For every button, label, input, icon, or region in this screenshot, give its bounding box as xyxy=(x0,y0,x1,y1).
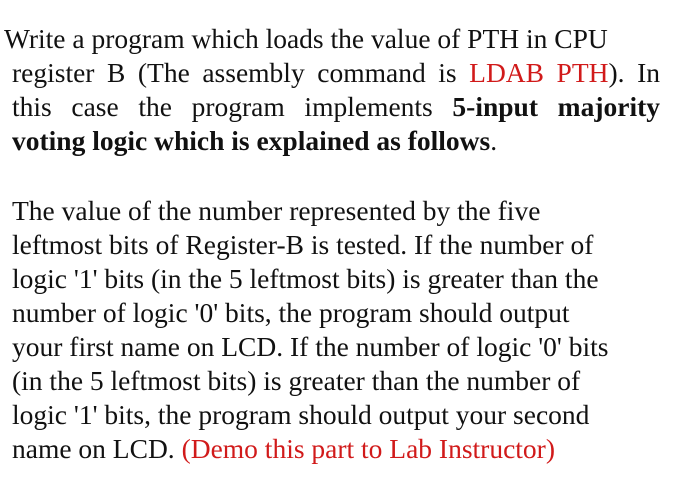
p1-line-2-text-b: ). In xyxy=(608,57,660,88)
p1-line-4 xyxy=(12,124,497,158)
p2-line-6 xyxy=(12,364,580,398)
majority-logic-bold-a: 5-input majority xyxy=(452,91,660,122)
assembly-command-highlight: LDAB PTH xyxy=(469,57,609,88)
p2-line-8 xyxy=(12,432,555,466)
p1-line-3 xyxy=(12,90,660,124)
p2-line-3 xyxy=(12,262,599,296)
p2-line-4-text: number of logic '0' bits, the program should output xyxy=(12,297,570,328)
p2-line-5 xyxy=(12,330,608,364)
p2-line-7-text: logic '1' bits, the program should output your second xyxy=(12,399,590,430)
p2-line-7 xyxy=(12,398,589,432)
demo-instruction-highlight: (Demo this part to Lab Instructor) xyxy=(181,433,556,464)
p2-line-1 xyxy=(12,194,540,228)
p1-line-2 xyxy=(12,56,660,90)
p1-line-4-end: . xyxy=(490,125,498,156)
p2-line-1-text: The value of the number represented by the five xyxy=(12,195,541,226)
p1-line-1-text: Write a program which loads the value of PTH in CPU xyxy=(4,23,608,54)
p2-line-2 xyxy=(12,228,593,262)
majority-logic-bold-b: voting logic which is explained as follows xyxy=(12,125,491,156)
p1-line-2-text-a: register B (The assembly command is xyxy=(12,57,470,88)
p2-line-2-text: leftmost bits of Register-B is tested. If the number of xyxy=(12,229,594,260)
p2-line-4 xyxy=(12,296,570,330)
p1-line-3-text: this case the program implements xyxy=(12,91,453,122)
p2-line-3-text: logic '1' bits (in the 5 leftmost bits) is greater than the xyxy=(12,263,599,294)
p2-line-8-text: name on LCD. xyxy=(12,433,182,464)
p2-line-6-text: (in the 5 leftmost bits) is greater than the number of xyxy=(12,365,581,396)
p1-line-1 xyxy=(4,22,608,56)
p2-line-5-text: your first name on LCD. If the number of logic '0' bits xyxy=(12,331,609,362)
